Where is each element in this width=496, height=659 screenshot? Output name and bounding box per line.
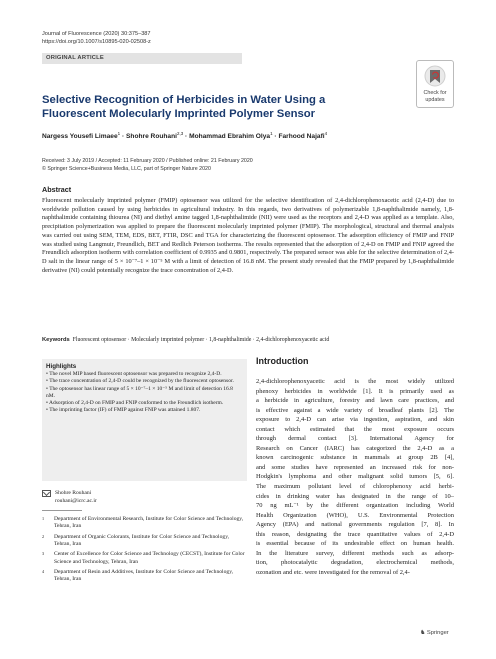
introduction-line: known carcinogenic substance in mammals at group 2B [4], <box>256 454 454 462</box>
introduction-line: a herbicide in agriculture, forestry and lawn care practices, and <box>256 397 454 405</box>
introduction-line: 70 ng mL⁻¹ by the different organization including World <box>256 502 454 510</box>
introduction-line: Research on Cancer (IARC) has categorized the 2,4-D as a <box>256 444 454 452</box>
author-name[interactable]: Mohammad Ebrahim Olya <box>189 133 271 141</box>
abstract-heading: Abstract <box>42 185 72 194</box>
introduction-text <box>256 377 454 577</box>
author-name[interactable]: Shohre Rouhani <box>126 133 177 141</box>
affiliation-number: 1 <box>42 516 45 521</box>
springer-logo-icon: ♞ <box>420 630 426 636</box>
introduction-line: is essential because of its undesirable effect on human health. <box>256 540 454 548</box>
author-list: Nargess Yousefi Limaee$^1$ · Shohre Rouhani$^{2,3}$ · Mohammad Ebrahim Olya$^1$ · Farhood Najafi$^4$ <box>42 131 328 141</box>
affiliation-item <box>42 534 247 548</box>
introduction-line: The maximum pollutant level of chlorophenoxy acid herbi- <box>256 483 454 491</box>
envelope-icon <box>42 490 51 497</box>
keywords-line <box>42 336 454 344</box>
author-affiliation-ref: 1 <box>117 131 121 136</box>
highlight-item: • Adsorption of 2,4-D on FMIP and FNIP conformed to the Freundlich isotherm. <box>46 400 224 407</box>
keywords-list: Fluorescent optosensor · Molecularly imprinted polymer · 1,8-naphthalimide · 2,4-dichlorophenoxyacetic acid <box>72 337 330 343</box>
journal-header <box>42 30 151 46</box>
author-name[interactable]: Farhood Najafi <box>278 133 325 141</box>
keywords-label: Keywords <box>42 337 70 343</box>
corresponding-email[interactable]: rouhani@icrc.ac.ir <box>55 498 97 504</box>
copyright-notice: © Springer Science+Business Media, LLC, part of Springer Nature 2020 <box>42 165 211 172</box>
introduction-line: this reason, designating the trace quantitative values of 2,4-D <box>256 530 454 538</box>
affiliation-text: Department of Environmental Research, Institute for Color Science and Technology, Tehran, Iran <box>54 516 244 530</box>
affiliation-text: Department of Resin and Additives, Institute for Color Science and Technology, Tehran, Iran <box>54 569 234 583</box>
affiliation-text: Department of Organic Colorants, Institute for Color Science and Technology, Tehran, Iran <box>54 533 230 547</box>
publication-dates: Received: 3 July 2019 / Accepted: 11 February 2020 / Published online: 21 February 2020 <box>42 158 253 164</box>
affiliation-number: 3 <box>42 551 45 557</box>
highlight-item: • The optosensor has linear range of 5 × 10⁻⁷–1 × 10⁻⁵ M and limit of detection 16.8 nM. <box>46 385 233 399</box>
highlight-item: • The trace concentration of 2,4-D could be recognized by the fluorescent optosensor. <box>46 378 234 385</box>
introduction-line: phenoxy herbicides in worldwide [1]. It is primarily used as <box>256 387 454 395</box>
affiliation-item <box>42 569 247 583</box>
check-for-updates-badge[interactable] <box>416 60 454 108</box>
affiliation-text: Center of Excellence for Color Science and Technology (CECST), Institute for Color Science and Technology, Tehran, Iran <box>54 551 245 565</box>
author-name[interactable]: Nargess Yousefi Limaee <box>42 133 118 141</box>
affiliations-list <box>42 516 247 587</box>
author-affiliation-ref: 4 <box>324 131 328 136</box>
introduction-line: Hodgkin's lymphoma and other malignant solid tumors [5, 6]. <box>256 473 454 481</box>
highlight-item: • The novel MIP based fluorescent optosensor was prepared to recognize 2,4-D. <box>46 371 222 377</box>
affiliation-item <box>42 516 247 530</box>
article-type-label: ORIGINAL ARTICLE <box>46 54 104 61</box>
publisher-footer <box>420 630 449 636</box>
introduction-line: and some studies have represented an increased risk for non- <box>256 463 454 471</box>
article-title: Selective Recognition of Herbicides in Water Using a Fluorescent Molecularly Imprinted Polymer Sensor <box>42 94 326 120</box>
affiliation-number: 4 <box>42 569 45 575</box>
footnote-divider <box>42 510 82 511</box>
introduction-line: tion, photocatalytic degradation, electrochemical methods, <box>256 559 454 567</box>
corresponding-author: Shohre Rouhani <box>55 490 92 496</box>
highlights-box <box>42 359 247 481</box>
introduction-line: 2,4-dichlorophenoxyacetic acid is the most widely utilized <box>256 378 454 385</box>
introduction-heading: Introduction <box>256 356 309 366</box>
introduction-line: cides in drinking water has designated in the range of 10– <box>256 492 454 500</box>
introduction-line: contact which estimated that the most exposure occurs <box>256 425 454 433</box>
journal-citation: Journal of Fluorescence (2020) 30:375–387 <box>42 31 151 37</box>
article-type-banner <box>42 53 242 64</box>
highlights-heading: Highlights <box>46 363 77 370</box>
publisher-name: Springer <box>426 630 449 636</box>
introduction-line: is effective against a wide variety of broadleaf plants [2]. The <box>256 406 454 414</box>
introduction-line: Agency (EPA) and national governments regulation [7, 8]. In <box>256 521 454 529</box>
highlights-list <box>46 371 243 415</box>
author-affiliation-ref: 2,3 <box>176 131 184 136</box>
introduction-line: Health Organization (WHO), U.S. Environmental Protection <box>256 511 454 519</box>
introduction-line: through dermal contact [3]. International Agency for <box>256 435 454 443</box>
correspondence-block <box>42 489 97 505</box>
affiliation-item <box>42 551 247 565</box>
badge-line-1: Check for <box>423 90 447 96</box>
introduction-line: ozonation and etc. were investigated for the removal of 2,4- <box>256 568 410 576</box>
author-affiliation-ref: 1 <box>270 131 273 136</box>
publication-history <box>42 158 253 173</box>
abstract-text: Fluorescent molecularly imprinted polymer (FMIP) optosensor was utilized for the selective identification of 2,4-dichlorophenoxacetic acid (2,4-D) due to worldwide pollution caused by using herbicides in agricultural industry. In this regards, two derivatives of polymerizable 1,8-naphthalimide namely, 1,8-naphthalimide containing thiourea (NI) and diethyl amine tagged 1,8-naphthalimide (NII) were used as the receptors and 2,4-D was applied as a template. Also, precipitation polymerization was applied to prepare the fluorescent molecularly imprinted polymer (FMIP). The morphological, structural and thermal analysis was carried out using SEM, TEM, EDS, BET, FTIR, DSC and TGA for characterizing the fluorescent optosensor. The adsorption efficiency of FMIP and FNIP was studied using Langmuir, Freundlich, BET and Redlich Peterson isotherms. The results represented that the adsorption of 2,4-D on FMIP and FNIP agreed the Freundlich adsorption isotherm with correlation coefficient of 0.9935 and 0.9801, respectively. The prepared sensor was able for the selective determination of 2,4-D salt in the linear range of 5 × 10⁻⁷–1 × 10⁻⁵ M with a limit of detection of 16.8 nM. The present study revealed that the FMIP prepared by 1,8-naphthalimide derivative (NI) could potentially recognize the trace concentration of 2,4-D. <box>42 197 454 274</box>
affiliation-number: 2 <box>42 533 45 539</box>
introduction-line: exposure to 2,4-D can arise via ingestion, aspiration, and skin <box>256 416 454 424</box>
badge-line-2: updates <box>425 97 445 104</box>
doi-link[interactable]: https://doi.org/10.1007/s10895-020-02508-z <box>42 39 151 45</box>
introduction-line: In the literature survey, different methods such as adsorp- <box>256 549 454 557</box>
highlight-item: • The imprinting factor (IF) of FMIP against FNIP was attained 1.807. <box>46 407 201 414</box>
bookmark-refresh-icon <box>424 65 446 89</box>
